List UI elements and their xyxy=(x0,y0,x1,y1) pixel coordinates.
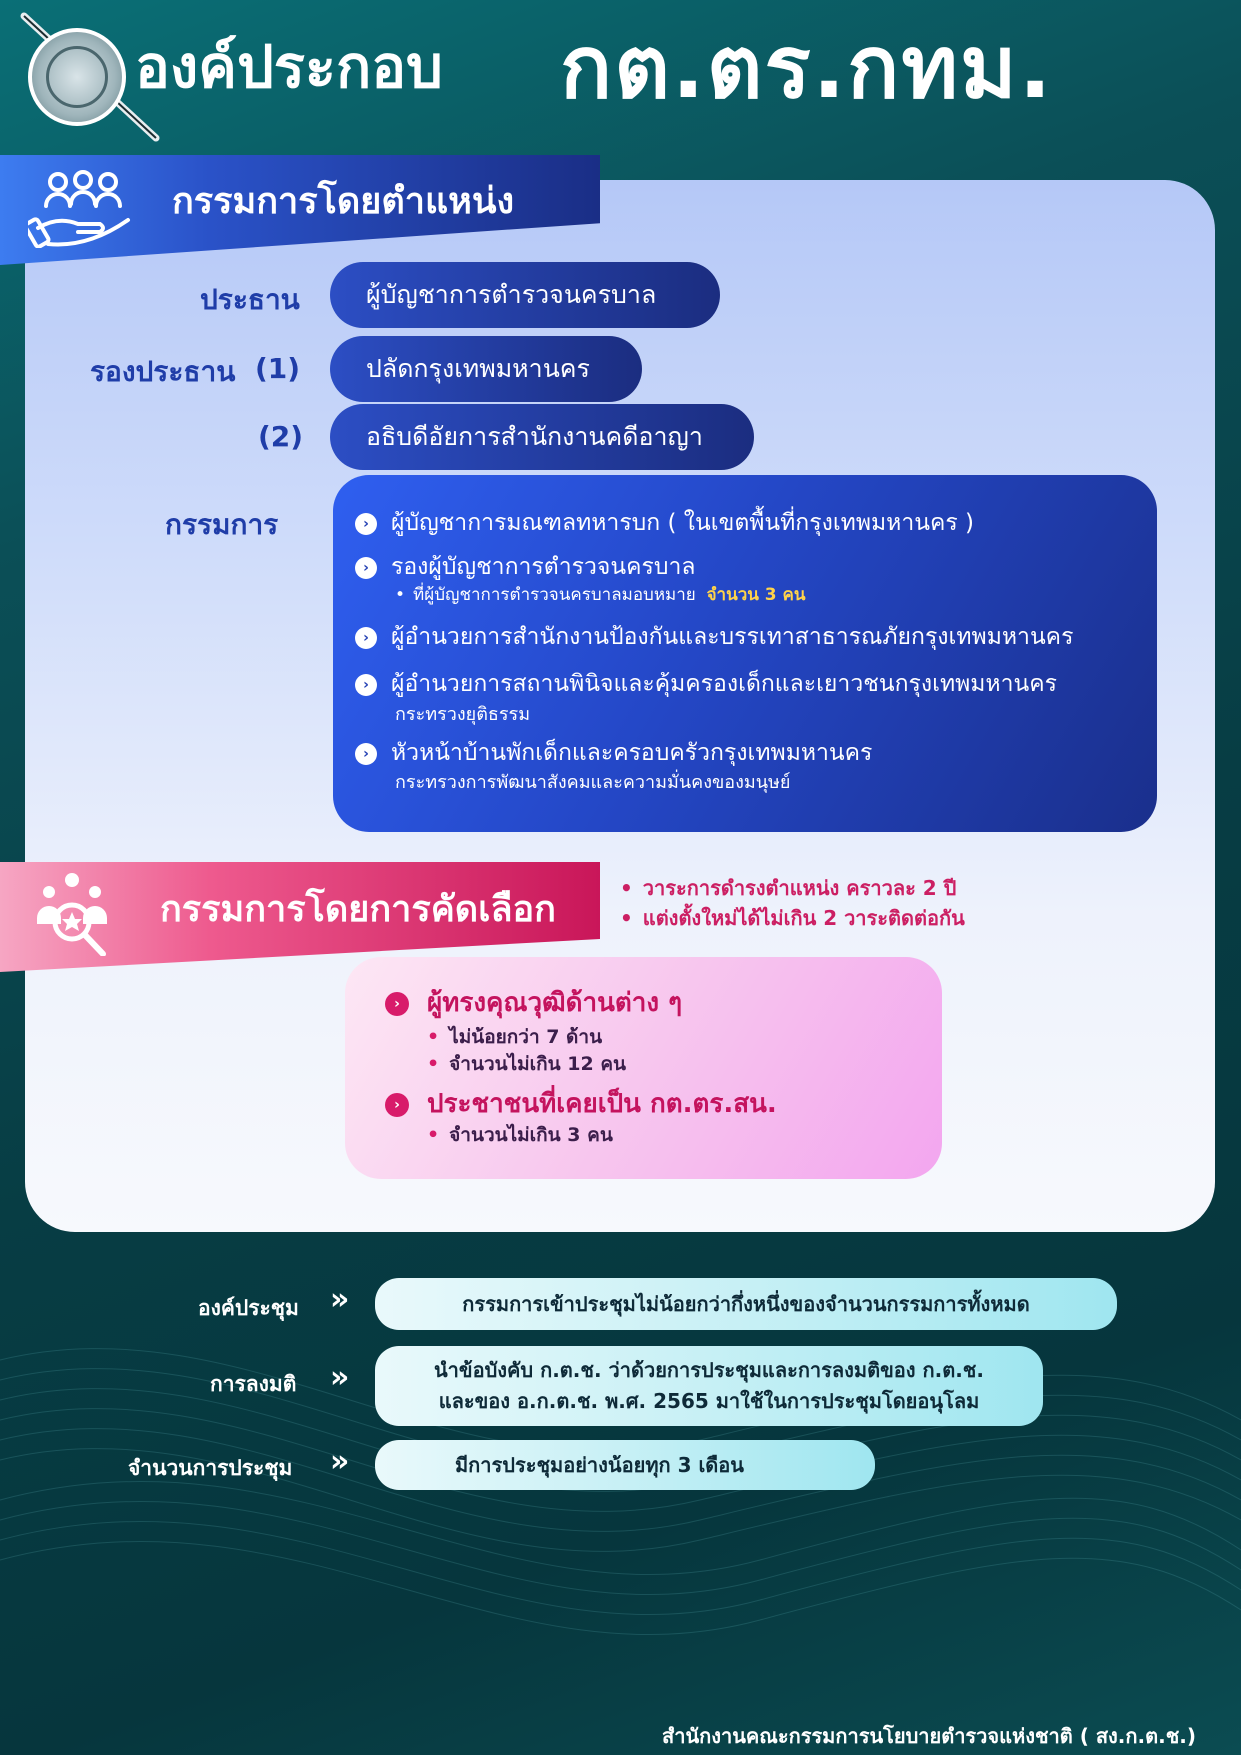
meeting-frequency-pill xyxy=(375,1440,875,1490)
member-item: › ผู้อำนวยการสถานพินิจและคุ้มครองเด็กและเยาวชนกรุงเทพมหานคร xyxy=(355,666,1057,702)
double-chevron-icon: » xyxy=(330,1360,350,1395)
member-item: › ผู้อำนวยการสำนักงานป้องกันและบรรเทาสาธารณภัยกรุงเทพมหานคร xyxy=(355,619,1073,655)
quorum-pill xyxy=(375,1278,1117,1330)
chevron-right-icon: › xyxy=(385,1093,409,1117)
resolution-text-line1: นำข้อบังคับ ก.ต.ช. ว่าด้วยการประชุมและการลงมติของ ก.ต.ช. xyxy=(434,1358,984,1382)
double-chevron-icon: » xyxy=(330,1282,350,1317)
selected-group-title: › ผู้ทรงคุณวุฒิด้านต่าง ๆ xyxy=(385,982,682,1023)
resolution-pill xyxy=(375,1346,1043,1426)
members-label: กรรมการ xyxy=(165,508,279,541)
member-subtext: • ที่ผู้บัญชาการตำรวจนครบาลมอบหมาย จำนวน 3 คน xyxy=(395,585,806,605)
vice-chair-1-pill xyxy=(330,336,642,402)
quorum-text: กรรมการเข้าประชุมไม่น้อยกว่ากึ่งหนึ่งของจำนวนกรรมการทั้งหมด xyxy=(462,1291,1030,1316)
member-item: › หัวหน้าบ้านพักเด็กและครอบครัวกรุงเทพมหานคร xyxy=(355,735,872,771)
member-subtext: กระทรวงการพัฒนาสังคมและความมั่นคงของมนุษย์ xyxy=(395,772,791,793)
chevron-right-icon: › xyxy=(355,743,377,765)
member-item: › รองผู้บัญชาการตำรวจนครบาล xyxy=(355,549,695,585)
vice-chair-2-pill xyxy=(330,404,754,470)
chevron-right-icon: › xyxy=(385,992,409,1016)
police-emblem-icon xyxy=(28,28,126,126)
chair-label: ประธาน xyxy=(200,283,300,316)
members-box xyxy=(333,475,1157,832)
member-item: › ผู้บัญชาการมณฑลทหารบก ( ในเขตพื้นที่กรุงเทพมหานคร ) xyxy=(355,505,974,541)
footer-organization: สำนักงานคณะกรรมการนโยบายตำรวจแห่งชาติ ( สง.ก.ต.ช.) xyxy=(662,1724,1196,1748)
vice-chair-2-value: อธิบดีอัยการสำนักงานคดีอาญา xyxy=(366,422,703,451)
selected-group-item: • จำนวนไม่เกิน 3 คน xyxy=(427,1120,613,1150)
page-title: กต.ตร.กทม. xyxy=(560,18,1054,118)
selected-box xyxy=(345,957,942,1179)
quorum-label: องค์ประชุม xyxy=(198,1296,299,1320)
vice-chair-2-number: (2) xyxy=(258,420,304,453)
resolution-text-line2: และของ อ.ก.ต.ช. พ.ศ. 2565 มาใช้ในการประชุมโดยอนุโลม xyxy=(438,1389,980,1413)
term-note: • วาระการดำรงตำแหน่ง คราวละ 2 ปี xyxy=(620,872,956,904)
title-prefix: องค์ประกอบ xyxy=(135,33,443,101)
selected-group-title: › ประชาชนที่เคยเป็น กต.ตร.สน. xyxy=(385,1083,777,1124)
vice-chair-1-number: (1) xyxy=(255,352,301,385)
term-note: • แต่งตั้งใหม่ได้ไม่เกิน 2 วาระติดต่อกัน xyxy=(620,902,965,934)
person-search-icon xyxy=(35,872,110,956)
chair-pill xyxy=(330,262,720,328)
chevron-right-icon: › xyxy=(355,674,377,696)
double-chevron-icon: » xyxy=(330,1444,350,1479)
chevron-right-icon: › xyxy=(355,557,377,579)
meeting-frequency-label: จำนวนการประชุม xyxy=(128,1456,293,1480)
people-hand-icon xyxy=(28,168,138,248)
ex-officio-heading: กรรมการโดยตำแหน่ง xyxy=(172,181,515,222)
member-count-highlight: จำนวน 3 คน xyxy=(706,585,806,605)
vice-chair-1-value: ปลัดกรุงเทพมหานคร xyxy=(366,354,590,383)
chair-value: ผู้บัญชาการตำรวจนครบาล xyxy=(366,280,657,309)
member-subtext: กระทรวงยุติธรรม xyxy=(395,704,531,725)
selected-group-item: • จำนวนไม่เกิน 12 คน xyxy=(427,1049,626,1079)
vice-chair-label: รองประธาน xyxy=(90,355,236,388)
selected-group-item: • ไม่น้อยกว่า 7 ด้าน xyxy=(427,1022,602,1052)
resolution-label: การลงมติ xyxy=(210,1372,297,1396)
meeting-frequency-text: มีการประชุมอย่างน้อยทุก 3 เดือน xyxy=(455,1452,744,1477)
chevron-right-icon: › xyxy=(355,627,377,649)
selected-heading: กรรมการโดยการคัดเลือก xyxy=(160,889,556,930)
chevron-right-icon: › xyxy=(355,513,377,535)
